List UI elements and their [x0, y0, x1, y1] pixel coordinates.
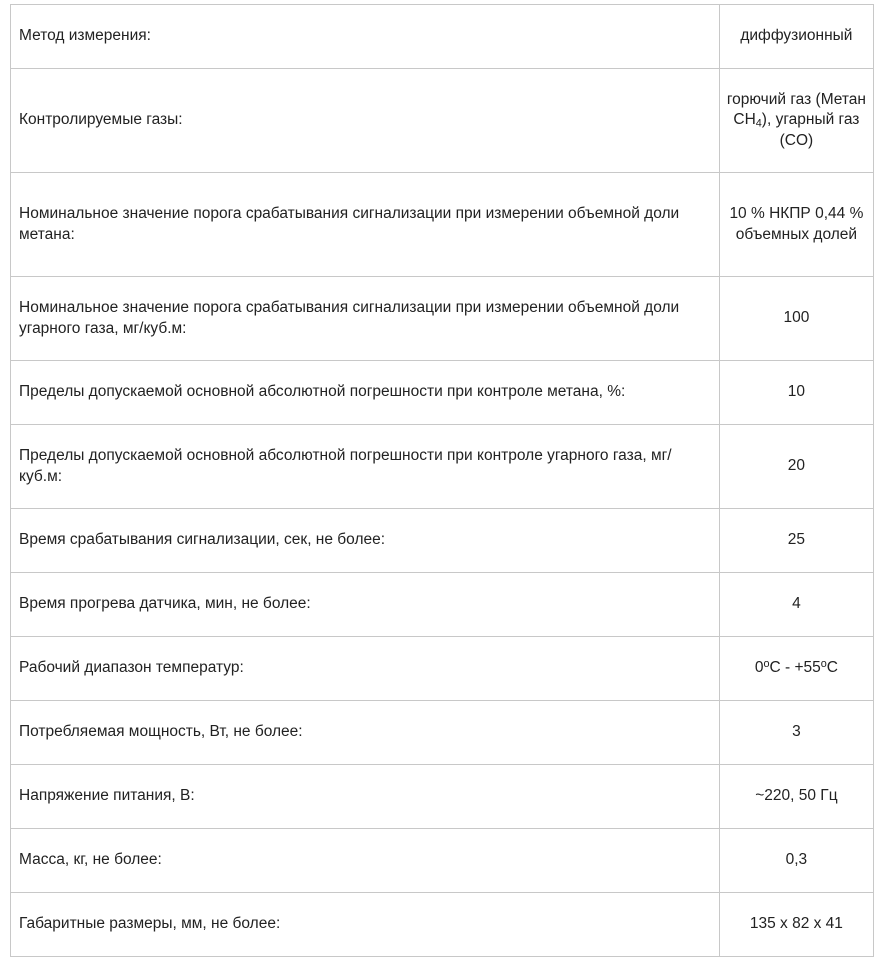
param-cell: Метод измерения:	[11, 5, 720, 69]
table-row	[11, 5, 874, 69]
value-cell: 3	[719, 701, 873, 765]
table-row	[11, 509, 874, 573]
table-row	[11, 173, 874, 277]
value-text: C - +55	[769, 659, 821, 677]
value-cell	[719, 637, 873, 701]
value-text: (Метан CH	[733, 91, 866, 129]
param-cell: Рабочий диапазон температур:	[11, 637, 720, 701]
table-row	[11, 361, 874, 425]
subscript: 4	[755, 118, 762, 131]
value-cell: 0,3	[719, 829, 873, 893]
superscript: o	[820, 658, 827, 671]
param-cell: Номинальное значение порога срабатывания сигнализации при измерении объемной доли угарного газа, мг/куб.м:	[11, 277, 720, 361]
param-cell: Габаритные размеры, мм, не более:	[11, 893, 720, 957]
table-row	[11, 893, 874, 957]
param-cell: Пределы допускаемой основной абсолютной погрешности при контроле угарного газа, мг/ куб.м:	[11, 425, 720, 509]
value-text: C	[826, 659, 838, 677]
table-row	[11, 637, 874, 701]
value-cell: 10	[719, 361, 873, 425]
param-cell: Масса, кг, не более:	[11, 829, 720, 893]
value-cell: 135 x 82 x 41	[719, 893, 873, 957]
specifications-table	[10, 4, 874, 957]
table-row	[11, 829, 874, 893]
value-line: горючий газ	[726, 91, 812, 109]
param-cell: Номинальное значение порога срабатывания сигнализации при измерении объемной доли метана:	[11, 173, 720, 277]
value-cell: 4	[719, 573, 873, 637]
value-text: ),	[761, 111, 772, 129]
value-cell: ~220, 50 Гц	[719, 765, 873, 829]
value-line: 10 % НКПР	[729, 205, 811, 223]
table-row	[11, 701, 874, 765]
param-cell: Потребляемая мощность, Вт, не более:	[11, 701, 720, 765]
param-cell: Время прогрева датчика, мин, не более:	[11, 573, 720, 637]
value-cell: 100	[719, 277, 873, 361]
value-cell	[719, 69, 873, 173]
value-cell: 20	[719, 425, 873, 509]
value-cell: 25	[719, 509, 873, 573]
param-cell: Пределы допускаемой основной абсолютной погрешности при контроле метана, %:	[11, 361, 720, 425]
param-cell: Напряжение питания, В:	[11, 765, 720, 829]
value-line: угарный газ (CO)	[775, 111, 860, 149]
table-row	[11, 573, 874, 637]
value-cell: диффузионный	[719, 5, 873, 69]
param-cell: Контролируемые газы:	[11, 69, 720, 173]
param-cell: Время срабатывания сигнализации, сек, не более:	[11, 509, 720, 573]
value-line: 0,44 % объемных долей	[735, 205, 864, 243]
table-row	[11, 277, 874, 361]
table-row	[11, 425, 874, 509]
table-row	[11, 765, 874, 829]
superscript: o	[763, 658, 770, 671]
value-text: 0	[754, 659, 764, 677]
value-cell	[719, 173, 873, 277]
table-row	[11, 69, 874, 173]
